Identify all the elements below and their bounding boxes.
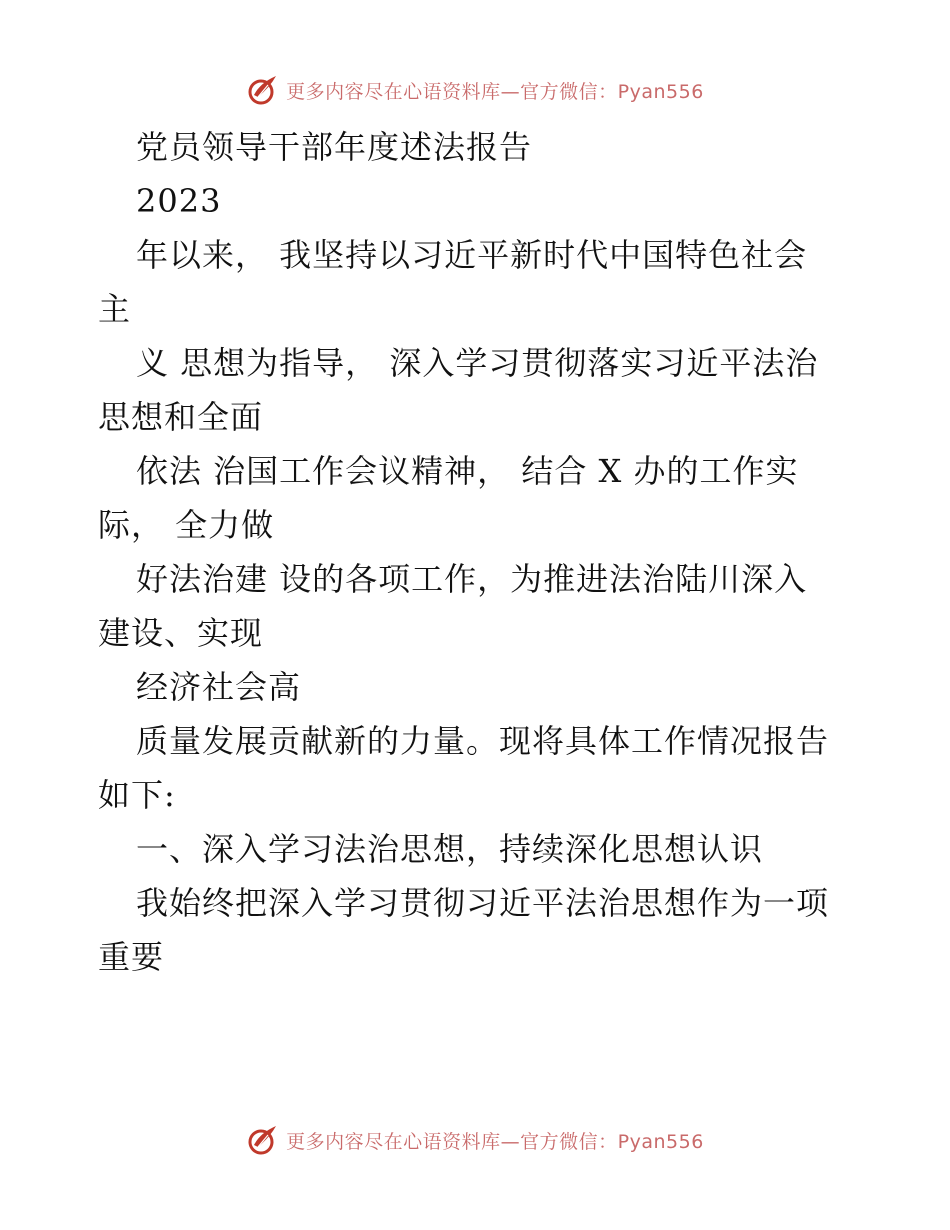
document-body	[98, 120, 858, 984]
section-heading: 一、深入学习法治思想，持续深化思想认识	[136, 830, 764, 868]
text-line: 年以来， 我坚持以习近平新时代中国特色社会	[136, 236, 808, 274]
header-watermark	[0, 70, 950, 110]
text-line: 主	[98, 290, 132, 328]
text-line: 建设、实现	[98, 614, 264, 652]
watermark-text: 更多内容尽在心语资料库—官方微信：Pyan556	[286, 80, 704, 103]
text-line: 2023	[136, 182, 222, 220]
text-line: 我始终把深入学习贯彻习近平法治思想作为一项	[136, 884, 830, 922]
text-line: 经济社会高	[136, 668, 302, 706]
text-line: 义 思想为指导， 深入学习贯彻落实习近平法治	[136, 344, 819, 382]
watermark-text: 更多内容尽在心语资料库—官方微信：Pyan556	[286, 1130, 704, 1153]
quill-seal-icon	[246, 1123, 280, 1157]
document-title: 党员领导干部年度述法报告	[136, 128, 533, 166]
text-line: 依法 治国工作会议精神， 结合 X 办的工作实	[136, 452, 799, 490]
text-line: 际， 全力做	[98, 506, 275, 544]
text-line: 思想和全面	[98, 398, 264, 436]
text-line: 重要	[98, 938, 165, 976]
footer-watermark	[0, 1120, 950, 1160]
quill-seal-icon	[246, 73, 280, 107]
text-line: 好法治建 设的各项工作，为推进法治陆川深入	[136, 560, 808, 598]
text-line: 质量发展贡献新的力量。现将具体工作情况报告	[136, 722, 830, 760]
text-line: 如下:	[98, 776, 176, 814]
